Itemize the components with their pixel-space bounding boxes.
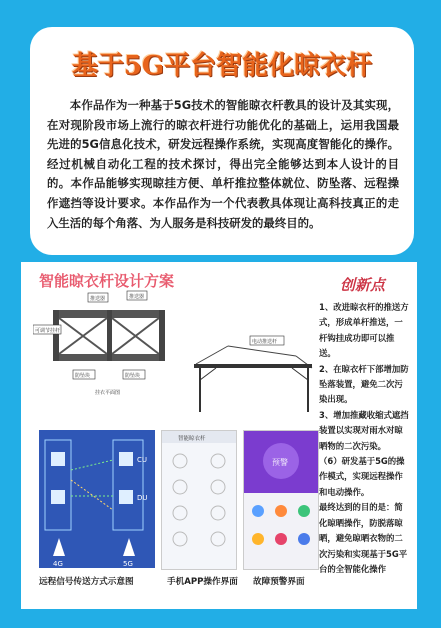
label-bottom-right: 防坠块 (125, 373, 141, 379)
label-top-right: 推送器 (129, 294, 145, 300)
innovation-title: 创新点 (340, 276, 386, 294)
app-button-icon (173, 454, 187, 468)
signal-diagram (39, 430, 155, 568)
alarm-screen-graphic (244, 431, 318, 569)
server-block (119, 452, 133, 466)
innovation-item: 最终达到的目的是：简化晾晒操作，防脱落晾晒，避免晾晒衣物的二次污染和实现基于5G平台的全智能化操作 (319, 502, 408, 574)
design-card (21, 262, 417, 609)
alarm-icon (275, 505, 287, 517)
alarm-icon (298, 505, 310, 517)
tower-4g-icon (53, 538, 65, 556)
alarm-icon (252, 505, 264, 517)
signal-diagram-graphic (39, 430, 155, 568)
alarm-icon (252, 533, 264, 545)
rack-frame-diagram (33, 290, 183, 402)
server-block (119, 490, 133, 504)
rod-beam (194, 364, 312, 368)
rod-brace (292, 368, 308, 380)
tower-5g-icon (123, 538, 135, 556)
signal-link (71, 480, 113, 510)
server-block (51, 490, 65, 504)
frame-left-post (53, 310, 59, 361)
signal-caption: 远程信号传送方式示意图 (39, 577, 134, 587)
server-block (51, 452, 65, 466)
app-button-icon (173, 480, 187, 494)
frame-mid-post (107, 310, 112, 361)
innovation-item: 2、在晾衣杆下部增加防坠落装置，避免二次污染出现。 (319, 363, 409, 405)
alarm-caption: 故障预警界面 (253, 577, 305, 587)
app-button-icon (173, 532, 187, 546)
alarm-icon (298, 533, 310, 545)
alarm-title: 预警 (272, 458, 288, 467)
app-screen-graphic (162, 431, 236, 569)
innovation-item: 3、增加推藏收缩式遮挡装置以实现对雨水对晾晒物的二次污染。 (319, 409, 409, 451)
cu-label: CU (137, 456, 148, 464)
roof-line (228, 346, 296, 356)
push-rod-diagram (188, 334, 316, 426)
design-title: 智能晾衣杆设计方案 (39, 272, 175, 290)
label-top-left: 推送器 (90, 296, 106, 302)
app-screen-mockup (161, 430, 237, 570)
frame-right-post (159, 310, 165, 361)
app-title: 智能晾衣杆 (178, 436, 206, 442)
intro-card (30, 27, 414, 255)
innovation-item: （6）研发基于5G的操作模式，实现远程操作和电动操作。 (319, 456, 405, 497)
net-5g-label: 5G (123, 560, 133, 568)
net-4g-label: 4G (53, 560, 63, 568)
signal-link (71, 460, 113, 470)
roof-line (196, 346, 228, 364)
side-label: 电动推送杆 (252, 339, 278, 345)
app-button-icon (211, 532, 225, 546)
app-button-icon (211, 454, 225, 468)
alarm-icon (275, 533, 287, 545)
rod-brace (200, 368, 216, 380)
innovation-list (319, 300, 411, 577)
label-left: 可调节挂杆 (35, 328, 61, 334)
app-caption: 手机APP操作界面 (167, 577, 238, 587)
app-button-icon (173, 506, 187, 520)
du-label: DU (137, 494, 148, 502)
frame-caption: 挂衣平面图 (95, 390, 121, 396)
poster-title: 基于5G平台智能化晾衣杆 (71, 51, 373, 81)
abstract-text: 本作品作为一种基于5G技术的智能晾衣杆教具的设计及其实现，在对现阶段市场上流行的晾衣杆进行功能优化的基础上，运用我国最先进的5G信息化技术，研发远程操作系统，实现高度智能化的操作。经过机械自动化工程的技术探讨，得出完全能够达到本人设计的目的。本作品能够实现晾挂方便、单杆推拉整体就位、防坠落、远程操作遮挡等设计要求。本作品作为一个代表教具体现让高科技真正的走入生活的每个角落、为人服务是科技研发的最终目的。 (47, 98, 399, 230)
innovation-item: 1、改进晾衣杆的推送方式，形成单杆推送，一杆钩挂成功即可以推送。 (319, 302, 409, 359)
label-bottom-left: 防坠块 (75, 373, 91, 379)
app-button-icon (211, 506, 225, 520)
alarm-screen-mockup (243, 430, 319, 570)
app-button-icon (211, 480, 225, 494)
